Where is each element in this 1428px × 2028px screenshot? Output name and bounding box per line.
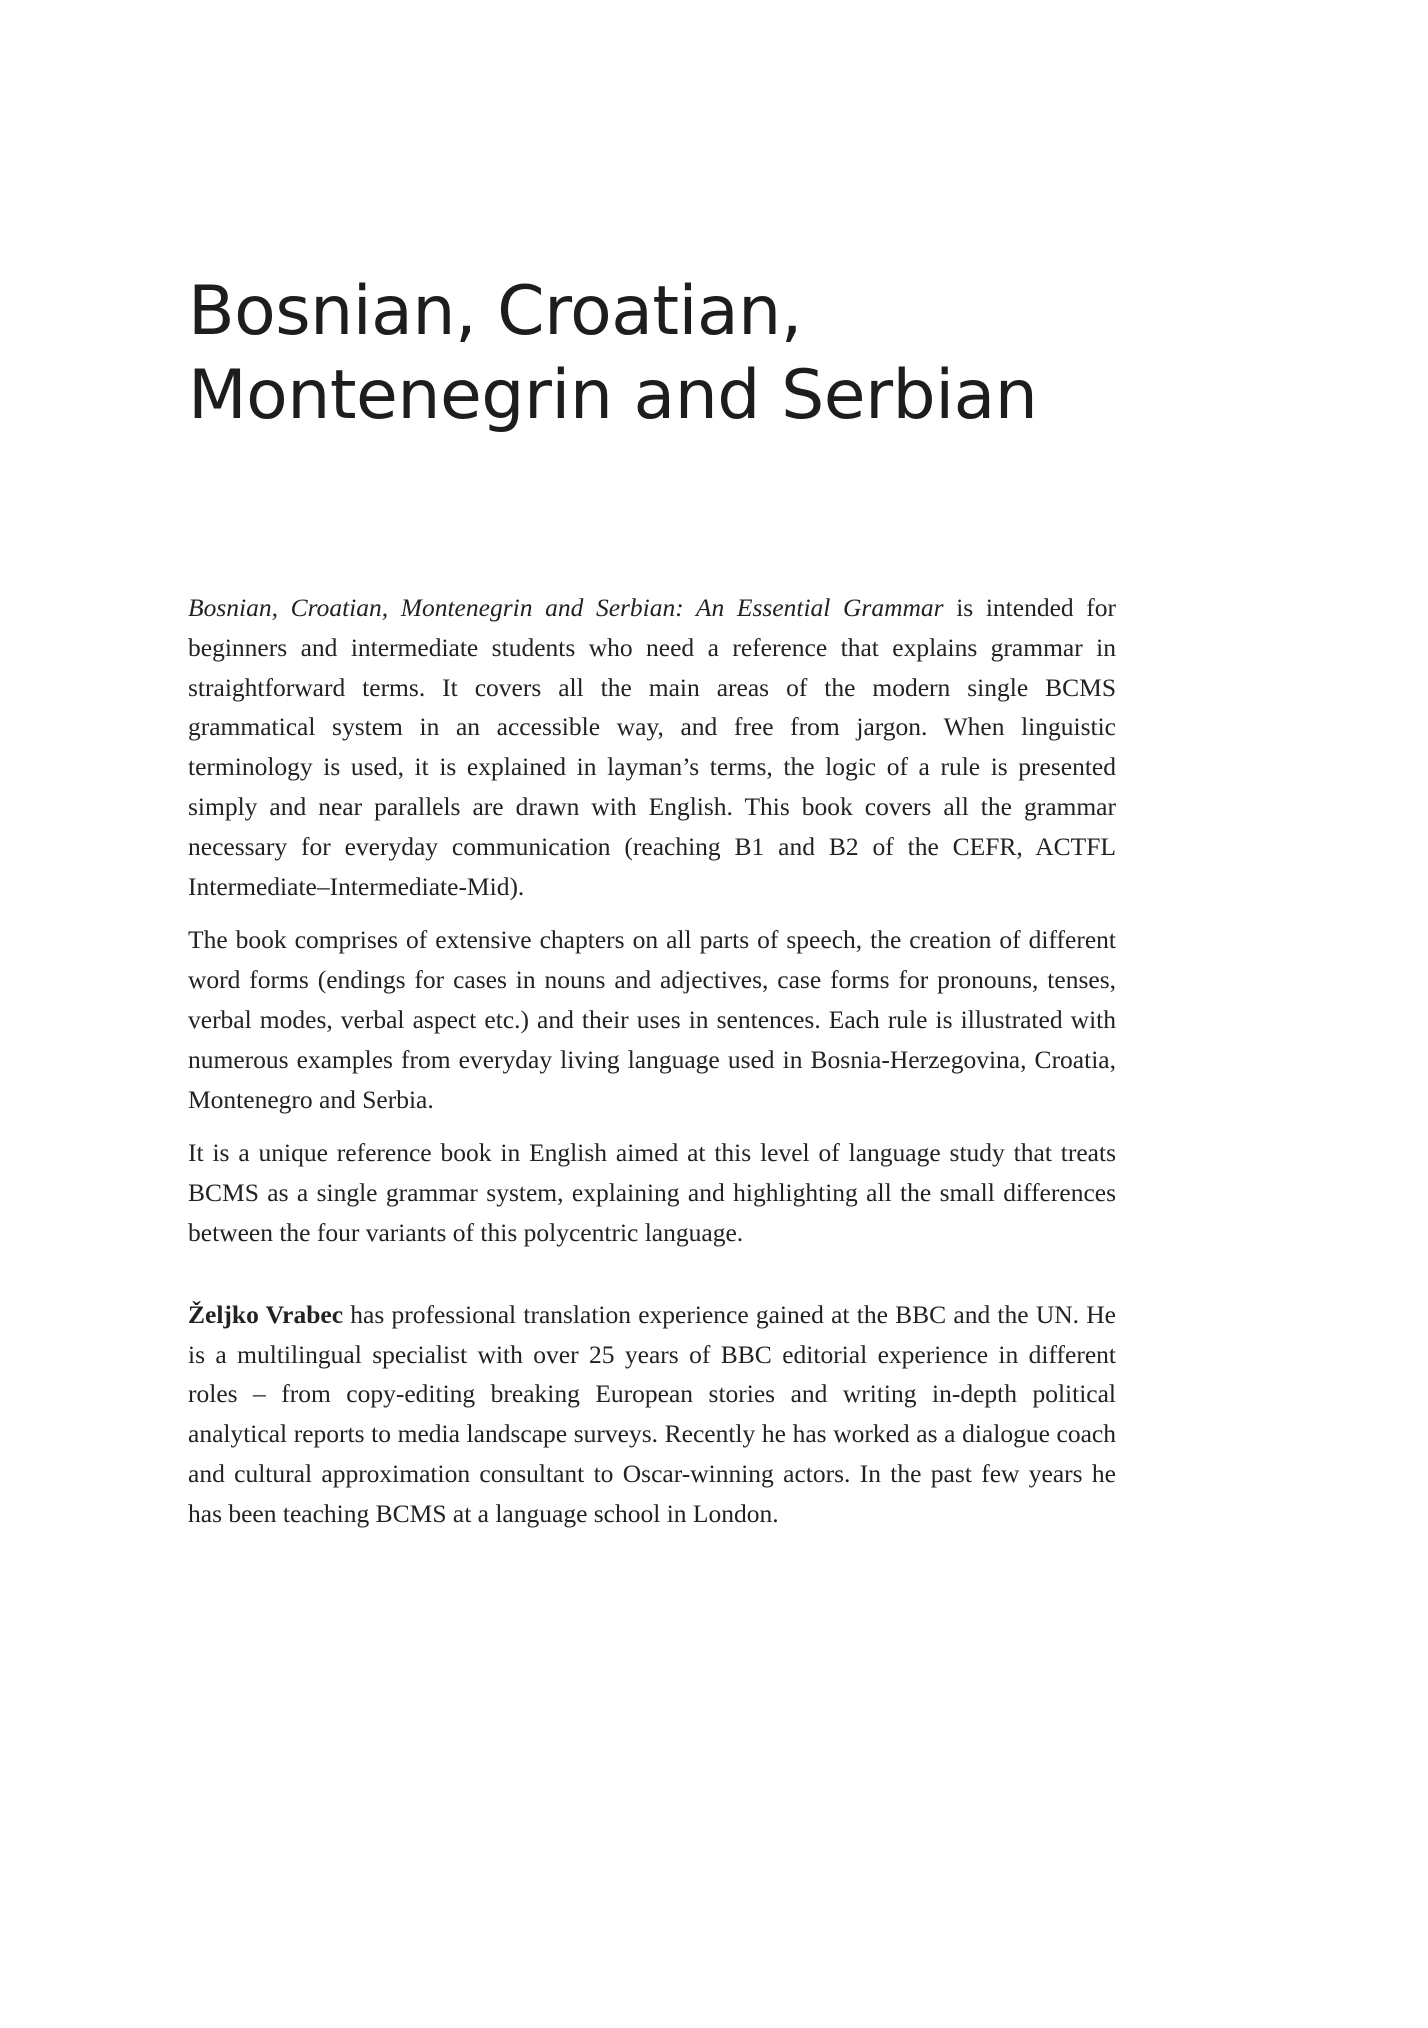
description-paragraph-3: It is a unique reference book in English aimed at this level of language study that treats BCMS as a single grammar system, explaining and highlighting all the small differences between the four variants of this polycentric language. [188, 1138, 1116, 1247]
description-paragraph-1 [188, 588, 1116, 906]
book-title-line-1: Bosnian, Croatian, [188, 272, 802, 351]
book-title [188, 270, 1188, 438]
description-paragraph-2: The book comprises of extensive chapters on all parts of speech, the creation of different word forms (endings for cases in nouns and adjectives, case forms for pronouns, tenses, verbal modes, verbal aspect etc.) and their uses in sentences. Each rule is illustrated with numerous examples from everyday living language used in Bosnia-Herzegovina, Croatia, Montenegro and Serbia. [188, 925, 1116, 1114]
author-bio [188, 1295, 1116, 1534]
book-description [188, 588, 1116, 1548]
author-bio-text: has professional translation experience gained at the BBC and the UN. He is a multilingual specialist with over 25 years of BBC editorial experience in different roles – from copy-editing breaking European stories and writing in-depth political analytical reports to media landscape surveys. Recently he has worked as a dialogue coach and cultural approximation consultant to Oscar-winning actors. In the past few years he has been teaching BCMS at a language school in London. [188, 1299, 1116, 1528]
book-title-line-2: Montenegrin and Serbian [188, 356, 1038, 435]
description-paragraph-1-text: is intended for beginners and intermediate students who need a reference that explains grammar in straightforward terms. It covers all the main areas of the modern single BCMS grammatical system in an accessible way, and free from jargon. When linguistic terminology is used, it is explained in layman’s terms, the logic of a rule is presented simply and near parallels are drawn with English. This book covers all the grammar necessary for everyday communication (reaching B1 and B2 of the CEFR, ACTFL Intermediate–Intermediate-Mid). [188, 593, 1116, 901]
author-name: Željko Vrabec [188, 1299, 344, 1329]
book-full-title: Bosnian, Croatian, Montenegrin and Serbian: An Essential Grammar [188, 593, 944, 622]
